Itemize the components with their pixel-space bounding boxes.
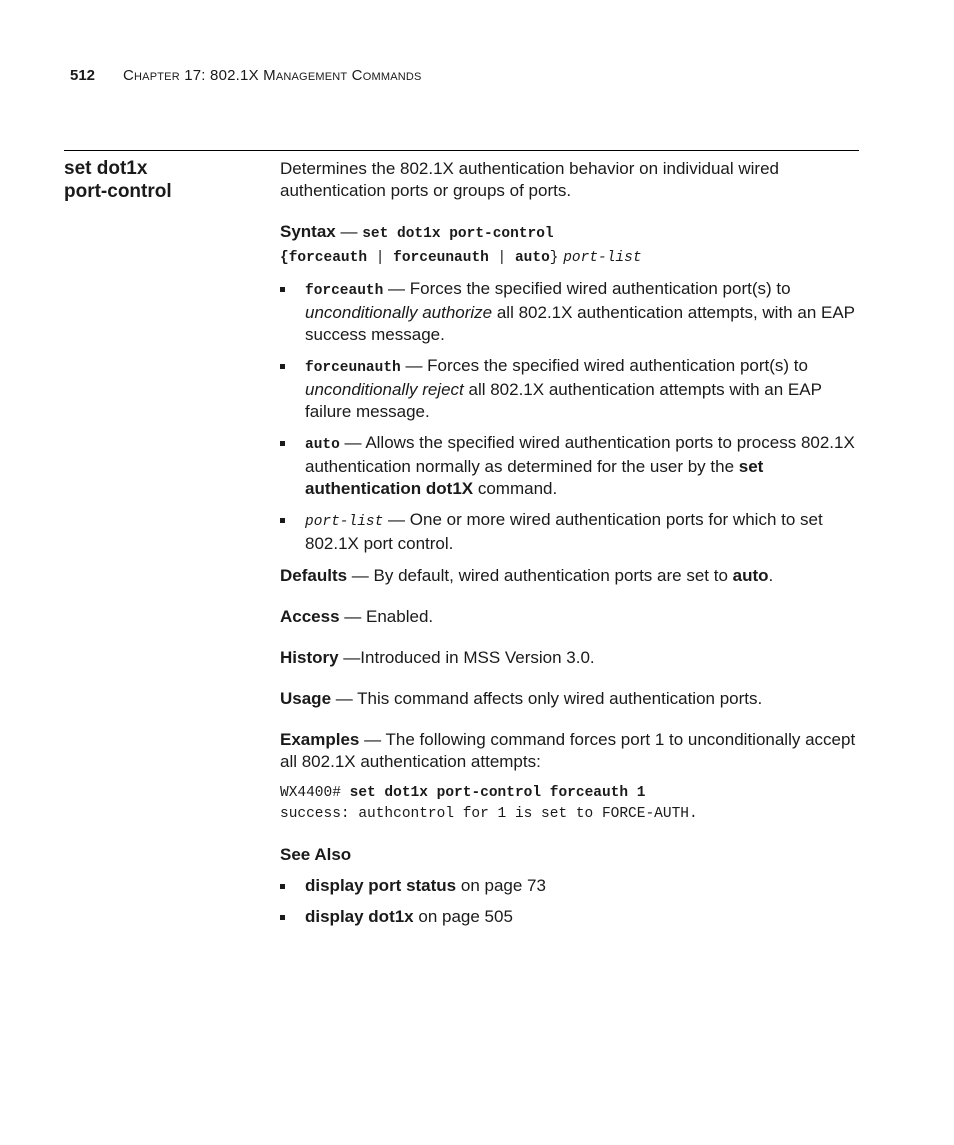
defaults-text: — By default, wired authentication ports are set to [347, 566, 733, 585]
usage-label: Usage [280, 689, 332, 708]
syntax-label: Syntax [280, 222, 336, 241]
syntax-command: set dot1x port-control [362, 226, 554, 242]
param-name: auto [305, 437, 340, 453]
history-text: —Introduced in MSS Version 3.0. [338, 648, 595, 667]
syntax-argument: port-list [563, 250, 642, 266]
history-paragraph [280, 647, 860, 669]
list-item [280, 278, 860, 346]
code-line-output: success: authcontrol for 1 is set to FORCE-AUTH. [280, 806, 698, 822]
section-rule [64, 150, 859, 151]
syntax-block [280, 221, 860, 269]
usage-paragraph [280, 688, 860, 710]
history-label: History [280, 648, 339, 667]
param-text: — Forces the specified wired authentication port(s) to [400, 356, 808, 375]
syntax-brace-open: { [280, 250, 289, 266]
usage-text: — This command affects only wired authentication ports. [331, 689, 763, 708]
param-text: all 802.1X authentication attempts with an EAP failure message. [305, 380, 822, 421]
running-head: Chapter 17: 802.1X Management Commands [123, 67, 422, 84]
syntax-separator: | [488, 250, 515, 266]
param-text: — Allows the specified wired authentication ports to process 802.1X authentication normally as determined for the user by the [305, 433, 855, 476]
see-also-heading: See Also [280, 845, 352, 864]
code-example [280, 783, 860, 825]
param-strong: set authentication dot1X [305, 457, 764, 498]
section-title-line2: port-control [64, 181, 172, 202]
param-name: forceauth [305, 283, 384, 299]
defaults-end: . [768, 566, 774, 585]
examples-label: Examples [280, 730, 360, 749]
see-also-link[interactable]: display dot1x [305, 907, 414, 926]
see-also-page: on page 505 [413, 907, 513, 926]
param-text: command. [473, 479, 558, 498]
parameter-list [280, 278, 860, 555]
access-text: — Enabled. [339, 607, 434, 626]
see-also-list [280, 875, 860, 928]
code-line-command [280, 783, 860, 804]
examples-paragraph [280, 729, 860, 773]
section-title [64, 157, 264, 203]
list-item [280, 509, 860, 555]
defaults-value: auto [732, 566, 769, 585]
list-item [280, 355, 860, 423]
defaults-paragraph [280, 565, 860, 587]
param-name: forceunauth [305, 360, 401, 376]
defaults-label: Defaults [280, 566, 348, 585]
syntax-separator: | [367, 250, 394, 266]
access-label: Access [280, 607, 340, 626]
param-emphasis: unconditionally authorize [305, 303, 493, 322]
code-prompt: WX4400# [280, 785, 350, 801]
see-also-link[interactable]: display port status [305, 876, 457, 895]
command-description [280, 158, 860, 937]
see-also-page: on page 73 [456, 876, 546, 895]
list-item [280, 906, 860, 928]
syntax-option-forceauth: forceauth [288, 250, 368, 266]
param-text: — Forces the specified wired authentication port(s) to [383, 279, 791, 298]
syntax-brace-close: } [549, 250, 559, 266]
param-text: all 802.1X authentication attempts, with an EAP success message. [305, 303, 855, 344]
intro-text: Determines the 802.1X authentication behavior on individual wired authentication ports or groups of ports. [280, 159, 779, 200]
syntax-dash: — [335, 222, 363, 241]
param-name: port-list [305, 514, 384, 530]
list-item [280, 432, 860, 500]
list-item [280, 875, 860, 897]
access-paragraph [280, 606, 860, 628]
examples-text: — The following command forces port 1 to unconditionally accept all 802.1X authentication attempts: [280, 730, 856, 771]
syntax-option-forceunauth: forceunauth [393, 250, 489, 266]
syntax-option-auto: auto [514, 250, 550, 266]
code-command: set dot1x port-control forceauth 1 [349, 785, 646, 801]
page-number: 512 [70, 67, 96, 84]
param-emphasis: unconditionally reject [305, 380, 464, 399]
section-title-line1: set dot1x [64, 158, 148, 179]
param-text: — One or more wired authentication ports for which to set 802.1X port control. [305, 510, 823, 553]
